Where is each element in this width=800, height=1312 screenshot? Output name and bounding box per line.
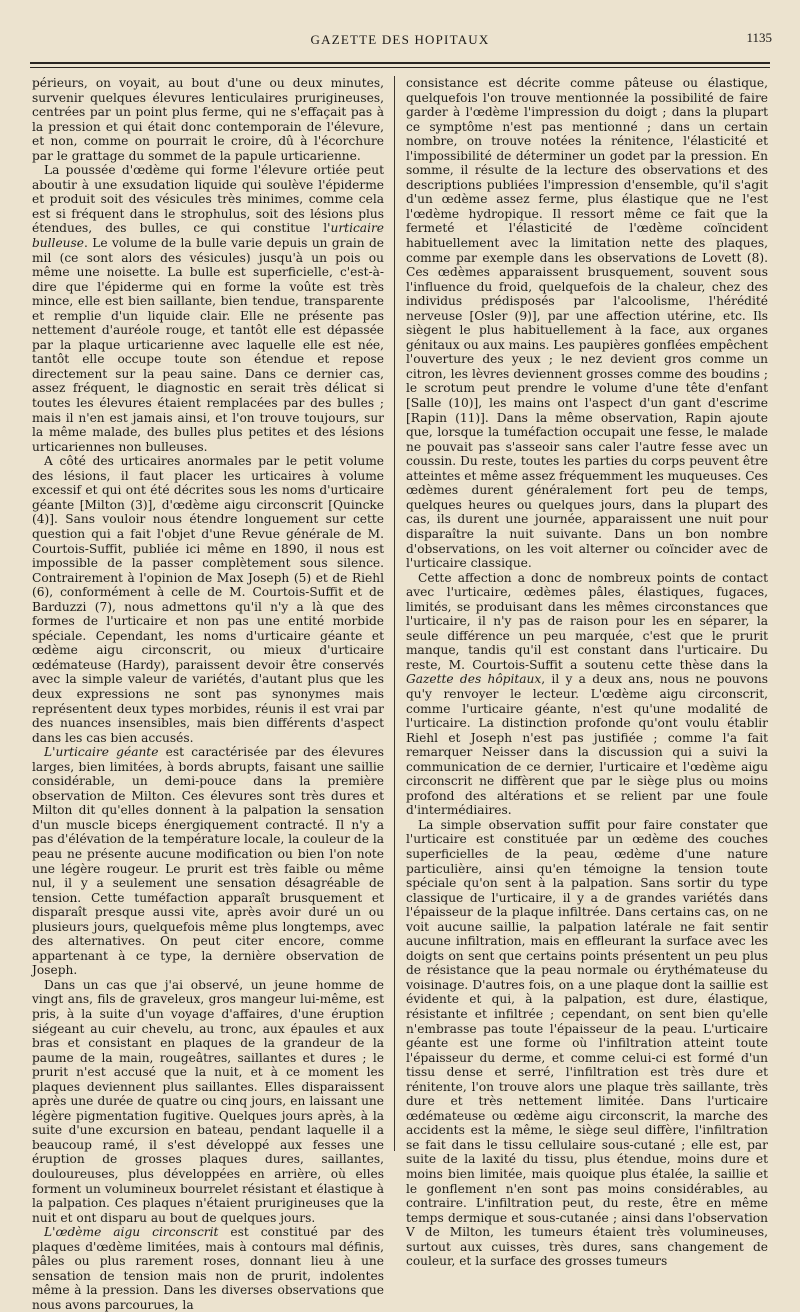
right-column <box>406 76 769 1269</box>
column-divider <box>394 76 395 1151</box>
term-italic: Gazette des hôpitaux <box>406 672 542 687</box>
header-rule-thin <box>30 67 770 68</box>
paragraph: La poussée d'œdème qui forme l'élevure ortiée peut aboutir à une exsudation liquide qui soulève l'épiderme et produit soit des vésicules très minimes, comme cela est si fréquent dans le strophulus, soit des lésions plus étendues, des bulles, ce qui constitue l'urticaire bulleuse. Le volume de la bulle varie depuis un grain de mil (ce sont alors des vésicules) jusqu'à un pois ou même une noisette. La bulle est superficielle, c'est-à-dire que l'épiderme qui en forme la voûte est très mince, elle est bien saillante, bien tendue, transparente et remplie d'un liquide clair. Elle ne présente pas nettement d'auréole rouge, et tantôt elle est dépassée par la plaque urticarienne avec laquelle elle est née, tantôt elle occupe toute son étendue et repose directement sur la peau saine. Dans ce dernier cas, assez fréquent, le diagnostic en serait très délicat si toutes les élevures étaient remplacées par des bulles ; mais il n'en est jamais ainsi, et l'on trouve toujours, sur la même malade, des bulles plus petites et des lésions urticariennes non bulleuses. <box>32 163 384 454</box>
term-italic: urticaire bulleuse <box>32 221 384 251</box>
paragraph: La simple observation suffit pour faire constater que l'urticaire est constituée par un œdème des couches superficielles de la peau, œdème d'une nature particulière, ainsi qu'en témoigne la tension toute spéciale qu'on sent à la palpation. Sans sortir du type classique de l'urticaire, il y a de grandes variétés dans l'épaisseur de la plaque infiltrée. Dans certains cas, on ne voit aucune saillie, la palpation latérale ne fait sentir aucune infiltration, mais en effleurant la surface avec les doigts on sent que certains points présentent un peu plus de résistance que la peau normale ou érythémateuse du voisinage. D'autres fois, on a une plaque dont la saillie est évidente et qui, à la palpation, est dure, élastique, résistante et infiltrée ; cependant, on sent bien qu'elle n'embrasse pas toute l'épaisseur de la peau. L'urticaire géante est une forme où l'infiltration atteint toute l'épaisseur du derme, et comme celui-ci est formé d'un tissu dense et serré, l'infiltration est très dure et rénitente, l'on trouve alors une plaque très saillante, très dure et très nettement limitée. Dans l'urticaire œdémateuse ou œdème aigu circonscrit, la marche des accidents est la même, le siège seul diffère, l'infiltration se fait dans le tissu cellulaire sous-cutané ; elle est, par suite de la laxité du tissu, plus étendue, moins dure et moins bien limitée, mais quoique plus étalée, la saillie et le gonflement n'en sont pas moins considérables, au contraire. L'infiltration peut, du reste, être en même temps dermique et sous-cutanée ; ainsi dans l'observation V de Milton, les tumeurs étaient très volumineuses, surtout aux cuisses, très dures, sans changement de couleur, et la surface des grosses tumeurs <box>406 817 768 1269</box>
journal-title: GAZETTE DES HOPITAUX <box>310 32 490 47</box>
paragraph: L'œdème aigu circonscrit est constitué par des plaques d'œdème limitées, mais à contours mal définis, pâles ou plus rarement roses, donnant lieu à une sensation de tension mais non de prurit, indolentes même à la pression. Dans les diverses observations que nous avons parcourues, la <box>32 1225 384 1312</box>
page-number: 1135 <box>746 30 772 45</box>
term-italic: L'urticaire géante <box>44 745 159 760</box>
term-italic: L'œdème aigu circonscrit <box>44 1225 219 1240</box>
paragraph: Dans un cas que j'ai observé, un jeune homme de vingt ans, fils de graveleux, gros mangeur lui-même, est pris, à la suite d'un voyage d'affaires, d'une éruption siégeant au cuir chevelu, au tronc, aux épaules et aux bras et consistant en plaques de la grandeur de la paume de la main, rougeâtres, saillantes et dures ; le prurit n'est accusé que la nuit, et à ce moment les plaques deviennent plus saillantes. Elles disparaissent après une durée de quatre ou cinq jours, en laissant une légère pigmentation fugitive. Quelques jours après, à la suite d'une excursion en bateau, pendant laquelle il a beaucoup ramé, il s'est développé aux fesses une éruption de grosses plaques dures, saillantes, douloureuses, plus développées en arrière, où elles forment un volumineux bourrelet résistant et élastique à la palpation. Ces plaques n'étaient prurigineuses que la nuit et ont disparu au bout de quelques jours. <box>32 977 384 1225</box>
left-column <box>32 76 384 1312</box>
paragraph: périeurs, on voyait, au bout d'une ou deux minutes, survenir quelques élevures lenticulaires prurigineuses, centrées par un point plus ferme, qui ne s'effaçait pas à la pression et qui était donc contemporain de l'élevure, et non, comme on pourrait le croire, dû à l'écorchure par le grattage du sommet de la papule urticarienne. <box>32 76 384 163</box>
header-rule-thick <box>30 62 770 64</box>
paragraph: A côté des urticaires anormales par le petit volume des lésions, il faut placer les urticaires à volume excessif et qui ont été décrites sous les noms d'urticaire géante [Milton (3)], d'œdème aigu circonscrit [Quincke (4)]. Sans vouloir nous étendre longuement sur cette question qui a fait l'objet d'une Revue générale de M. Courtois-Suffit, publiée ici même en 1890, il nous est impossible de la passer complètement sous silence. Contrairement à l'opinion de Max Joseph (5) et de Riehl (6), conformément à celle de M. Courtois-Suffit et de Barduzzi (7), nous admettons qu'il n'y a là que des formes de l'urticaire et non pas une entité morbide spéciale. Cependant, les noms d'urticaire géante et œdème aigu circonscrit, ou mieux d'urticaire œdémateuse (Hardy), paraissent devoir être conservés avec la simple valeur de variétés, d'autant plus que les deux expressions ne sont pas synonymes mais représentent deux types morbides, réunis il est vrai par des nuances insensibles, mais bien différents d'aspect dans les cas bien accusés. <box>32 454 384 745</box>
paragraph: Cette affection a donc de nombreux points de contact avec l'urticaire, œdèmes pâles, élastiques, fugaces, limités, se produisant dans les mêmes circonstances que l'urticaire, il n'y pas de raison pour les en séparer, la seule différence un peu marquée, c'est que le prurit manque, tandis qu'il est constant dans l'urticaire. Du reste, M. Courtois-Suffit a soutenu cette thèse dans la Gazette des hôpitaux, il y a deux ans, nous ne pouvons qu'y renvoyer le lecteur. L'œdème aigu circonscrit, comme l'urticaire géante, n'est qu'une modalité de l'urticaire. La distinction profonde qu'ont voulu établir Riehl et Joseph n'est pas justifiée ; comme l'a fait remarquer Neisser dans la discussion qui a suivi la communication de ce dernier, l'urticaire et l'œdème aigu circonscrit ne diffèrent que par le siège plus ou moins profond des altérations et se relient par une foule d'intermédiaires. <box>406 570 769 818</box>
running-header <box>28 30 772 52</box>
paragraph: consistance est décrite comme pâteuse ou élastique, quelquefois l'on trouve mentionnée la possibilité de faire garder à l'œdème l'impression du doigt ; dans la plupart ce symptôme n'est pas mentionné ; dans un certain nombre, on trouve notées la rénitence, l'élasticité et l'impossibilité de déterminer un godet par la pression. En somme, il résulte de la lecture des observations et des descriptions publiées l'impression d'ensemble, qu'il s'agit d'un œdème assez ferme, plus élastique que ne l'est l'œdème hydropique. Il ressort même ce fait que la fermeté et l'élasticité de l'œdème coïncident habituellement avec la limitation nette des plaques, comme par exemple dans les observations de Lovett (8). Ces œdèmes apparaissent brusquement, souvent sous l'influence du froid, quelquefois de la chaleur, chez des individus prédisposés par l'alcoolisme, l'hérédité nerveuse [Osler (9)], par une affection utérine, etc. Ils siègent le plus habituellement à la face, aux organes génitaux ou aux mains. Les paupières gonflées empêchent l'ouverture des yeux ; le nez devient gros comme un citron, les lèvres deviennent grosses comme des boudins ; le scrotum peut prendre le volume d'une tête d'enfant [Salle (10)], les mains ont l'aspect d'un gant d'escrime [Rapin (11)]. Dans la même observation, Rapin ajoute que, lorsque la tuméfaction occupait une fesse, le malade ne pouvait pas s'asseoir sans caler l'autre fesse avec un coussin. Du reste, toutes les parties du corps peuvent être atteintes et même assez fréquemment les muqueuses. Ces œdèmes durent généralement fort peu de temps, quelques heures ou quelques jours, dans la plupart des cas, ils durent une journée, apparaissent une nuit pour disparaître la nuit suivante. Dans un bon nombre d'observations, on les voit alterner ou coïncider avec de l'urticaire classique. <box>406 76 768 571</box>
paragraph: L'urticaire géante est caractérisée par des élevures larges, bien limitées, à bords abrupts, faisant une saillie considérable, un demi-pouce dans la première observation de Milton. Ces élevures sont très dures et Milton dit qu'elles donnent à la palpation la sensation d'un muscle biceps énergiquement contracté. Il n'y a pas d'élévation de la température locale, la couleur de la peau ne présente aucune modification ou bien l'on note une légère rougeur. Le prurit est très faible ou même nul, il y a seulement une sensation désagréable de tension. Cette tuméfaction apparaît brusquement et disparaît presque aussi vite, après avoir duré un ou plusieurs jours, quelquefois même plus longtemps, avec des alternatives. On peut citer encore, comme appartenant à ce type, la dernière observation de Joseph. <box>32 745 384 978</box>
